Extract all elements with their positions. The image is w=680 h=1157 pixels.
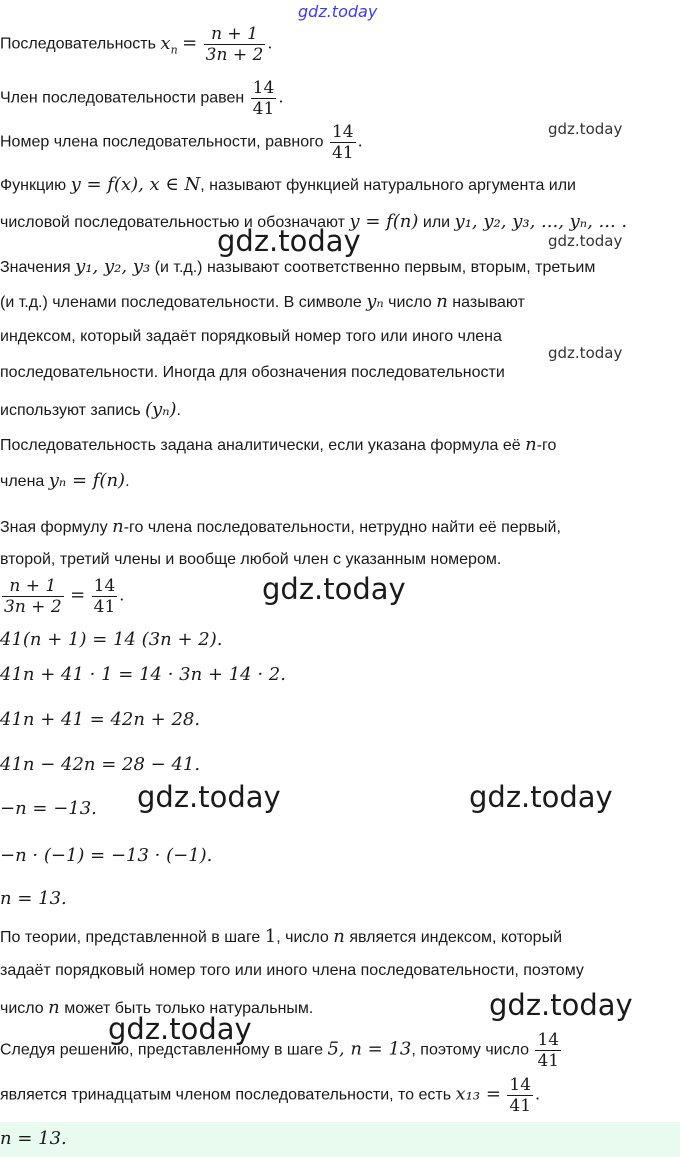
- watermark-top: gdz.today: [298, 2, 378, 21]
- member-value: $\frac{14}{41}$: [252, 78, 275, 119]
- theory-line-2: числовой последовательностью и обозначают y = f(n) или y₁, y₂, y₃, ..., yₙ, ... .: [0, 211, 628, 232]
- problem-sequence-line: Последовательность $x_n$ = $\frac{n + 1}{3n + 2}$ .: [0, 24, 273, 65]
- watermark: gdz.today: [548, 120, 623, 138]
- theory-line-4: (и т.д.) членами последовательности. В символе yₙ число n называют: [0, 291, 525, 312]
- watermark: gdz.today: [217, 224, 361, 258]
- theory-line-9: члена yₙ = f(n).: [0, 470, 130, 491]
- theory-line-10: Зная формулу n-го члена последовательности, нетрудно найти её первый,: [0, 516, 561, 537]
- watermark: gdz.today: [469, 780, 613, 814]
- sequence-formula: $\frac{n + 1}{3n + 2}$: [205, 24, 264, 65]
- watermark: gdz.today: [489, 988, 633, 1022]
- theory-line-6: последовательности. Иногда для обозначения последовательности: [0, 364, 505, 381]
- theory-line-5: индексом, который задаёт порядковый номер того или иного члена: [0, 328, 502, 345]
- solution-equation-1: $\frac{n + 1}{3n + 2}$ = $\frac{14}{41}$ .: [4, 576, 125, 617]
- watermark: gdz.today: [262, 572, 406, 606]
- conclusion-line-1: По теории, представленной в шаге 1, число n является индексом, который: [0, 926, 562, 947]
- seq-var: $x_n$: [160, 32, 178, 57]
- solution-equation-5: 41n − 42n = 28 − 41.: [0, 754, 201, 775]
- theory-line-1: Функцию y = f(x), x ∈ N, называют функцией натурального аргумента или: [0, 174, 576, 195]
- theory-line-3: Значения y₁, y₂, y₃ (и т.д.) называют соответственно первым, вторым, третьим: [0, 256, 596, 277]
- conclusion-line-4: Следуя решению, представленному в шаге 5, n = 13, поэтому число $\frac{14}{41}$: [0, 1030, 560, 1071]
- solution-equation-8: n = 13.: [0, 888, 67, 909]
- answer-text: n = 13.: [0, 1128, 67, 1149]
- index-value: $\frac{14}{41}$: [331, 122, 354, 163]
- watermark: gdz.today: [137, 780, 281, 814]
- problem-index-line: Номер члена последовательности, равного $\frac{14}{41}$ .: [0, 122, 363, 163]
- watermark: gdz.today: [108, 1012, 252, 1046]
- answer-box: [0, 1122, 680, 1157]
- conclusion-line-3: число n может быть только натуральным.: [0, 997, 314, 1018]
- solution-equation-3: 41n + 41 · 1 = 14 · 3n + 14 · 2.: [0, 664, 286, 685]
- watermark: gdz.today: [548, 344, 623, 362]
- conclusion-line-2: задаёт порядковый номер того или иного члена последовательности, поэтому: [0, 962, 584, 979]
- theory-line-11: второй, третий члены и вообще любой член с указанным номером.: [0, 551, 502, 568]
- solution-equation-6: −n = −13.: [0, 798, 97, 819]
- theory-line-7: используют запись (yₙ).: [0, 399, 181, 420]
- solution-equation-2: 41(n + 1) = 14 (3n + 2).: [0, 629, 223, 650]
- solution-equation-7: −n · (−1) = −13 · (−1).: [0, 845, 213, 866]
- theory-line-8: Последовательность задана аналитически, если указана формула её n-го: [0, 434, 557, 455]
- conclusion-line-5: является тринадцатым членом последовательности, то есть x₁₃ = $\frac{14}{41}$ .: [0, 1075, 541, 1116]
- solution-equation-4: 41n + 41 = 42n + 28.: [0, 709, 201, 730]
- watermark: gdz.today: [548, 232, 623, 250]
- problem-member-line: Член последовательности равен $\frac{14}{41}$ .: [0, 78, 284, 119]
